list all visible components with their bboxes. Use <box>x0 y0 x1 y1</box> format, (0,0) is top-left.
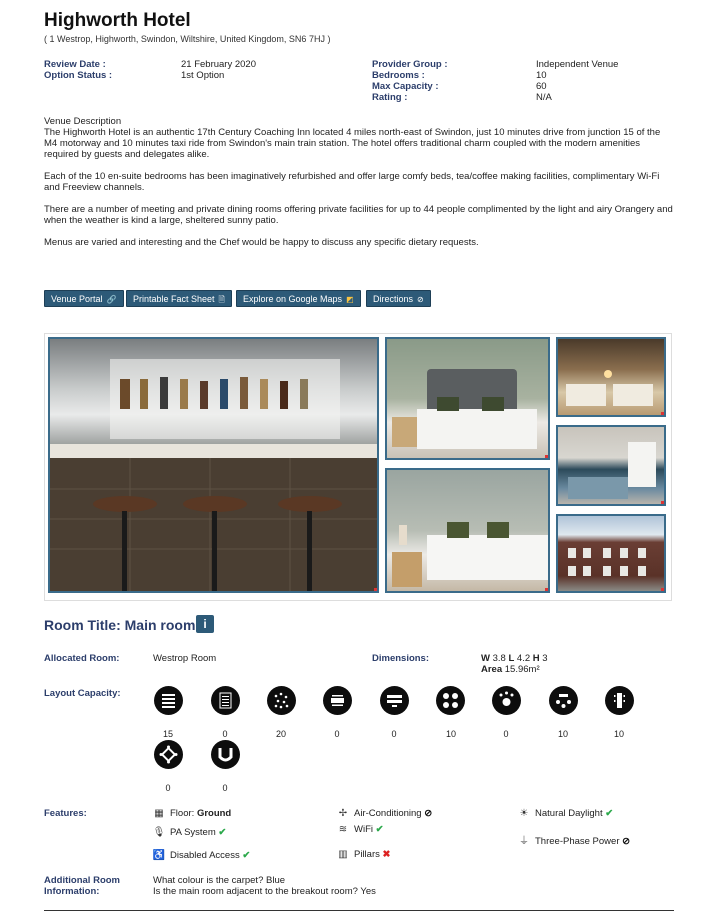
room-photo-small-2[interactable] <box>556 425 666 506</box>
additional-info-line1: What colour is the carpet? Blue <box>153 875 286 886</box>
additional-info-label-line2: Information: <box>44 886 100 897</box>
features-label: Features: <box>44 808 87 819</box>
wifi-icon: ≋ <box>338 824 348 835</box>
wheelchair-icon: ♿ <box>152 850 166 861</box>
wifi-label: WiFi <box>354 824 373 835</box>
description-paragraph-4: Menus are varied and interesting and the Chef would be happy to discuss any specific dietary requests. <box>44 237 479 248</box>
exterior-photo[interactable] <box>556 514 666 593</box>
layout-capacity-value: 0 <box>222 783 228 793</box>
circle-layout-icon[interactable] <box>154 740 183 769</box>
fact-sheet-button[interactable] <box>126 290 232 307</box>
section-divider <box>44 910 674 911</box>
bedroom-photo-1[interactable] <box>385 337 550 460</box>
info-icon[interactable]: i <box>196 615 214 633</box>
document-icon: 🗎 <box>218 295 225 304</box>
layout-capacity-value: 0 <box>503 729 509 739</box>
venue-portal-label: Venue Portal <box>51 294 103 304</box>
description-heading: Venue Description <box>44 116 122 127</box>
layout-capacity-value: 10 <box>613 729 624 739</box>
aircon-label: Air-Conditioning <box>354 808 422 819</box>
floor-label: Floor: <box>170 808 195 819</box>
photo-marker <box>545 588 548 591</box>
banquet-layout-icon[interactable] <box>436 686 465 715</box>
photo-marker <box>661 412 664 415</box>
pillars-label: Pillars <box>354 849 380 860</box>
exterior-photo-art <box>558 516 666 593</box>
photo-marker <box>545 455 548 458</box>
microphone-icon: 🎙 <box>152 827 166 838</box>
boardroom-layout-icon[interactable] <box>323 686 352 715</box>
layout-capacity-value: 10 <box>557 729 568 739</box>
room-photo-small-1-art <box>558 339 666 417</box>
feature-natural-daylight <box>517 808 613 819</box>
not-available-icon: ⊘ <box>622 836 631 847</box>
layout-capacity-label: Layout Capacity: <box>44 688 121 699</box>
rating-value: N/A <box>536 92 552 103</box>
max-capacity-value: 60 <box>536 81 547 92</box>
layout-capacity-value: 15 <box>162 729 173 739</box>
additional-info-label-line1: Additional Room <box>44 875 120 886</box>
pillars-icon: ▥ <box>338 849 348 860</box>
photo-gallery <box>44 333 672 601</box>
feature-disabled-access <box>152 850 250 861</box>
additional-info-line2: Is the main room adjacent to the breakout room? Yes <box>153 886 376 897</box>
feature-three-phase-power <box>517 832 630 847</box>
bar-photo[interactable] <box>48 337 379 593</box>
sun-icon: ☀ <box>519 808 529 819</box>
description-paragraph-1: The Highworth Hotel is an authentic 17th Century Coaching Inn located 4 miles north-east of Swindon, just 10 minutes drive from junction 15 of the M4 motorway and 10 minutes taxi ride from Swindon's main train station. The hotel offers traditional charm coupled with the modern amenities required by guests and delegates alike. <box>44 127 661 160</box>
hotel-name: Highworth Hotel <box>44 10 191 31</box>
theatre-layout-icon[interactable] <box>154 686 183 715</box>
layout-capacity-value: 20 <box>275 729 286 739</box>
link-icon: 🔗 <box>106 295 117 304</box>
provider-group-value: Independent Venue <box>536 59 619 70</box>
disabled-label: Disabled Access <box>170 850 240 861</box>
check-icon: ✔ <box>242 850 251 861</box>
review-date-value: 21 February 2020 <box>181 59 256 70</box>
layout-capacity-value: 0 <box>222 729 228 739</box>
additional-info-label <box>44 875 120 897</box>
not-available-icon: ⊘ <box>424 808 433 819</box>
dim-w: 3.8 <box>492 653 506 664</box>
area-number: 15.96m² <box>504 664 540 675</box>
venue-portal-button[interactable] <box>44 290 124 307</box>
cross-icon: ✖ <box>382 849 391 860</box>
option-status-label: Option Status : <box>44 70 113 81</box>
fan-icon: ✢ <box>338 808 348 819</box>
three-phase-label: Three-Phase Power <box>535 836 620 847</box>
google-maps-button[interactable] <box>236 290 361 307</box>
room-photo-small-1[interactable] <box>556 337 666 417</box>
dimensions-label: Dimensions: <box>372 653 430 664</box>
u-shape-layout-icon[interactable] <box>380 686 409 715</box>
feature-floor <box>152 808 231 819</box>
room-title: Room Title: Main room <box>44 617 196 633</box>
check-icon: ✔ <box>218 827 227 838</box>
allocated-room-label: Allocated Room: <box>44 653 120 664</box>
bedroom-photo-1-art <box>387 339 550 460</box>
dim-l-label: L <box>508 653 515 664</box>
layout-capacity-value: 10 <box>445 729 456 739</box>
check-icon: ✔ <box>375 824 384 835</box>
bedroom-photo-2[interactable] <box>385 468 550 593</box>
map-icon: ◩ <box>346 295 354 304</box>
layout-capacity-value: 0 <box>165 783 171 793</box>
dim-l: 4.2 <box>516 653 531 664</box>
area-label: Area <box>481 664 503 675</box>
bedrooms-label: Bedrooms : <box>372 70 425 81</box>
plug-icon: ⏚ <box>519 836 529 847</box>
reception-layout-icon[interactable] <box>267 686 296 715</box>
description-paragraph-3: There are a number of meeting and private dining rooms offering private facilities for up to 44 people complimented by the light and airy Orangery and when the weather is kind a large, sheltered sunny patio. <box>44 204 673 226</box>
dinner-layout-icon[interactable] <box>549 686 578 715</box>
bedrooms-value: 10 <box>536 70 547 81</box>
directions-button[interactable] <box>366 290 431 307</box>
photo-marker <box>661 588 664 591</box>
pa-label: PA System <box>170 827 216 838</box>
horseshoe-layout-icon[interactable] <box>211 740 240 769</box>
classroom-layout-icon[interactable] <box>211 686 240 715</box>
rating-label: Rating : <box>372 92 408 103</box>
layout-capacity-value: 0 <box>391 729 397 739</box>
floor-value: Ground <box>196 808 232 819</box>
hotel-address: ( 1 Westrop, Highworth, Swindon, Wiltshire, United Kingdom, SN6 7HJ ) <box>44 34 331 44</box>
bar-photo-art <box>50 339 379 593</box>
max-capacity-label: Max Capacity : <box>372 81 439 92</box>
option-status-value: 1st Option <box>181 70 225 81</box>
dimensions-value <box>481 653 548 664</box>
dim-h-label: H <box>532 653 540 664</box>
hollow-square-layout-icon[interactable] <box>605 686 634 715</box>
photo-marker <box>661 501 664 504</box>
layout-capacity-value: 0 <box>334 729 340 739</box>
allocated-room-value: Westrop Room <box>153 653 217 664</box>
feature-pillars <box>336 849 390 860</box>
provider-group-label: Provider Group : <box>372 59 448 70</box>
fact-sheet-label: Printable Fact Sheet <box>133 294 215 304</box>
dim-h: 3 <box>542 653 548 664</box>
venue-description <box>44 116 676 259</box>
daylight-label: Natural Daylight <box>535 808 603 819</box>
feature-pa-system <box>152 827 226 838</box>
room-photo-small-2-art <box>558 427 666 506</box>
review-date-label: Review Date : <box>44 59 106 70</box>
area-value <box>481 664 540 675</box>
check-icon: ✔ <box>605 808 614 819</box>
google-maps-label: Explore on Google Maps <box>243 294 343 304</box>
description-paragraph-2: Each of the 10 en-suite bedrooms has been imaginatively refurbished and offer large comfy beds, tea/coffee making facilities, complimentary Wi-Fi and Freeview channels. <box>44 171 660 193</box>
bedroom-photo-2-art <box>387 470 550 593</box>
feature-wifi <box>336 824 384 835</box>
photo-marker <box>374 588 377 591</box>
feature-air-conditioning <box>336 808 432 819</box>
floor-icon: ▦ <box>154 808 164 819</box>
additional-info-value <box>153 875 376 897</box>
dim-w-label: W <box>481 653 490 664</box>
directions-label: Directions <box>373 294 414 304</box>
compass-icon: ⊘ <box>417 295 424 304</box>
cabaret-layout-icon[interactable] <box>492 686 521 715</box>
